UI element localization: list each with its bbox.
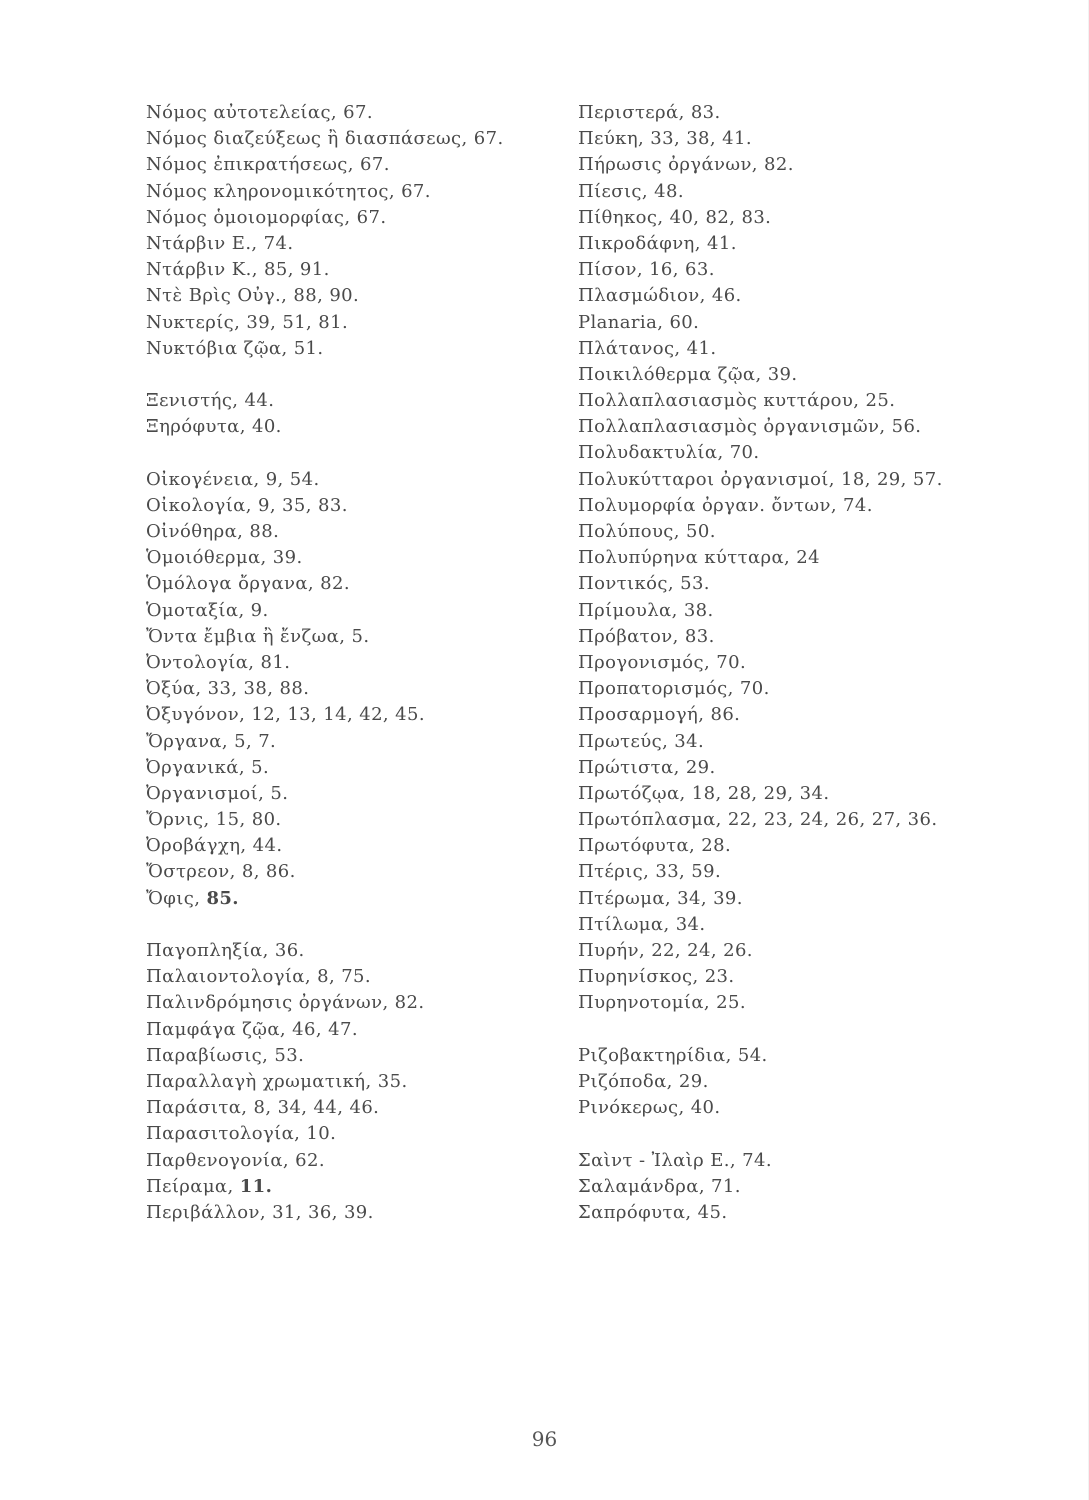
entry-text: Πρωτόπλασμα, 22, 23, 24, 26, 27, 36. (578, 809, 938, 831)
index-entry (578, 1174, 1038, 1200)
index-entry (146, 886, 566, 912)
index-entry (146, 336, 566, 362)
index-entry (578, 676, 1038, 702)
entry-text: Προγονισμός, 70. (578, 651, 747, 673)
index-entry (578, 729, 1038, 755)
index-entry (578, 571, 1038, 597)
index-entry (146, 624, 566, 650)
entry-text: Πολυκύτταροι ὀργανισμοί, 18, 29, 57. (578, 468, 943, 490)
entry-text: Νυκτόβια ζῷα, 51. (146, 337, 324, 359)
index-entry (146, 729, 566, 755)
index-entry (146, 938, 566, 964)
index-entry (146, 1069, 566, 1095)
index-entry (146, 1017, 566, 1043)
index-entry (578, 833, 1038, 859)
index-entry (146, 990, 566, 1016)
index-entry (578, 493, 1038, 519)
index-entry (578, 440, 1038, 466)
index-entry (578, 126, 1038, 152)
index-entry (146, 414, 566, 440)
index-entry (578, 205, 1038, 231)
entry-text: Νυκτερίς, 39, 51, 81. (146, 311, 349, 333)
index-entry (578, 519, 1038, 545)
index-entry (146, 152, 566, 178)
index-entry (578, 310, 1038, 336)
entry-text: Πικροδάφνη, 41. (578, 232, 737, 254)
entry-text: Πεύκη, 33, 38, 41. (578, 128, 752, 150)
index-entry (146, 598, 566, 624)
entry-text: Πρώτιστα, 29. (578, 756, 716, 778)
index-entry (578, 545, 1038, 571)
entry-text: Νόμος αὐτοτελείας, 67. (146, 102, 373, 123)
entry-text: Ριζοβακτηρίδια, 54. (578, 1044, 768, 1066)
entry-text: Ρινόκερως, 40. (578, 1097, 721, 1119)
entry-text: Ὀροβάγχη, 44. (146, 835, 283, 857)
index-entry (578, 755, 1038, 781)
index-entry (578, 912, 1038, 938)
entry-text: Παρασιτολογία, 10. (146, 1123, 337, 1145)
entry-page-ref: 85. (206, 887, 239, 909)
entry-text: Περιβάλλον, 31, 36, 39. (146, 1201, 374, 1223)
index-entry (146, 100, 566, 126)
index-entry (578, 859, 1038, 885)
entry-text: Ντὲ Βρὶς Οὐγ., 88, 90. (146, 285, 360, 307)
entry-text: Ντάρβιν Κ., 85, 91. (146, 259, 330, 281)
index-entry (578, 336, 1038, 362)
entry-text: Πρωτόφυτα, 28. (578, 835, 732, 857)
section-gap (578, 1121, 1038, 1147)
entry-text: Παλινδρόμησις ὀργάνων, 82. (146, 992, 425, 1014)
entry-text: Πυρήν, 22, 24, 26. (578, 940, 753, 961)
entry-text: Οἰκολογία, 9, 35, 83. (146, 494, 348, 516)
entry-text: Planaria, 60. (578, 311, 700, 333)
index-entry (578, 1095, 1038, 1121)
entry-text: Πείραμα, (146, 1175, 240, 1197)
index-entry (578, 1043, 1038, 1069)
entry-text: Πολυμορφία ὀργαν. ὄντων, 74. (578, 494, 873, 516)
index-entry (146, 1121, 566, 1147)
entry-text: Ὄργανα, 5, 7. (146, 730, 277, 752)
index-entry (578, 781, 1038, 807)
entry-text: Ὀξυγόνον, 12, 13, 14, 42, 45. (146, 704, 425, 726)
index-entry (146, 859, 566, 885)
entry-text: Πίεσις, 48. (578, 180, 684, 202)
index-entry (578, 231, 1038, 257)
entry-text: Ὁμοταξία, 9. (146, 599, 269, 621)
index-entry (146, 1174, 566, 1200)
entry-text: Ὄφις, (146, 887, 207, 909)
entry-text: Πυρηνοτομία, 25. (578, 992, 746, 1014)
entry-text: Νόμος διαζεύξεως ἢ διασπάσεως, 67. (146, 128, 504, 150)
entry-text: Ξενιστής, 44. (146, 390, 275, 412)
section-gap (146, 362, 566, 388)
index-column-right (578, 100, 1038, 1226)
entry-text: Ὄντα ἔμβια ἢ ἔνζωα, 5. (146, 625, 370, 647)
entry-text: Πολλαπλασιασμὸς ὀργανισμῶν, 56. (578, 416, 922, 438)
entry-text: Πτέρωμα, 34, 39. (578, 887, 743, 909)
index-entry (146, 833, 566, 859)
index-entry (578, 257, 1038, 283)
entry-text: Πολύπους, 50. (578, 521, 716, 542)
index-entry (146, 205, 566, 231)
index-entry (146, 467, 566, 493)
entry-text: Πρωτόζῳα, 18, 28, 29, 34. (578, 782, 830, 804)
entry-text: Ποικιλόθερμα ζῷα, 39. (578, 363, 798, 385)
entry-text: Προσαρμογή, 86. (578, 704, 741, 726)
entry-text: Πλάτανος, 41. (578, 337, 717, 359)
entry-text: Παγοπληξία, 36. (146, 940, 305, 961)
index-entry (578, 100, 1038, 126)
entry-text: Νόμος ἐπικρατήσεως, 67. (146, 154, 390, 176)
entry-text: Ντάρβιν Ε., 74. (146, 232, 294, 254)
entry-text: Παρθενογονία, 62. (146, 1149, 325, 1171)
index-entry (146, 126, 566, 152)
index-entry (146, 1148, 566, 1174)
entry-text: Πολλαπλασιασμὸς κυττάρου, 25. (578, 390, 896, 412)
index-entry (146, 310, 566, 336)
entry-text: Πολυδακτυλία, 70. (578, 442, 760, 464)
index-entry (146, 676, 566, 702)
entry-text: Σαπρόφυτα, 45. (578, 1201, 728, 1223)
index-entry (578, 1069, 1038, 1095)
entry-text: Πίθηκος, 40, 82, 83. (578, 206, 772, 228)
entry-text: Πυρηνίσκος, 23. (578, 966, 735, 988)
entry-text: Ὄστρεον, 8, 86. (146, 861, 296, 883)
entry-text: Παλαιοντολογία, 8, 75. (146, 966, 372, 988)
section-gap (146, 440, 566, 466)
index-entry (146, 807, 566, 833)
entry-text: Ριζόποδα, 29. (578, 1070, 709, 1092)
index-entry (578, 938, 1038, 964)
entry-text: Πρίμουλα, 38. (578, 599, 714, 621)
entry-text: Οἰνόθηρα, 88. (146, 521, 280, 542)
index-entry (578, 414, 1038, 440)
index-entry (578, 650, 1038, 676)
index-entry (146, 755, 566, 781)
index-entry (146, 231, 566, 257)
index-entry (146, 571, 566, 597)
index-entry (578, 283, 1038, 309)
entry-text: Πρωτεύς, 34. (578, 730, 705, 752)
index-entry (146, 650, 566, 676)
index-entry (578, 807, 1038, 833)
index-entry (146, 1095, 566, 1121)
index-entry (146, 493, 566, 519)
section-gap (146, 912, 566, 938)
index-entry (578, 388, 1038, 414)
entry-text: Νόμος κληρονομικότητος, 67. (146, 180, 431, 202)
index-column-left (146, 100, 566, 1226)
index-entry (578, 990, 1038, 1016)
entry-text: Πτέρις, 33, 59. (578, 861, 722, 883)
entry-text: Πολυπύρηνα κύτταρα, 24 (578, 547, 820, 569)
entry-text: Ὁμόλογα ὄργανα, 82. (146, 573, 350, 595)
entry-text: Ὁμοιόθερμα, 39. (146, 547, 303, 569)
entry-text: Παμφάγα ζῷα, 46, 47. (146, 1018, 358, 1040)
entry-text: Προπατορισμός, 70. (578, 678, 770, 700)
index-entry (578, 152, 1038, 178)
entry-text: Πρόβατον, 83. (578, 625, 715, 647)
entry-text: Σαὶντ - Ἰλαὶρ Ε., 74. (578, 1149, 772, 1171)
entry-text: Ποντικός, 53. (578, 573, 710, 595)
entry-text: Περιστερά, 83. (578, 102, 721, 123)
index-entry (578, 702, 1038, 728)
index-entry (578, 624, 1038, 650)
entry-text: Πτίλωμα, 34. (578, 913, 706, 935)
index-entry (578, 598, 1038, 624)
index-entry (578, 886, 1038, 912)
index-entry (146, 283, 566, 309)
index-entry (578, 179, 1038, 205)
index-entry (146, 702, 566, 728)
index-entry (578, 964, 1038, 990)
index-entry (146, 388, 566, 414)
index-entry (146, 781, 566, 807)
index-entry (578, 1200, 1038, 1226)
index-entry (146, 519, 566, 545)
entry-text: Σαλαμάνδρα, 71. (578, 1175, 741, 1197)
index-entry (578, 1148, 1038, 1174)
index-entry (146, 545, 566, 571)
entry-text: Ὀργανικά, 5. (146, 756, 270, 778)
page-number: 96 (531, 1427, 558, 1451)
entry-text: Ξηρόφυτα, 40. (146, 416, 282, 438)
entry-text: Ὀξύα, 33, 38, 88. (146, 678, 310, 700)
entry-text: Ὀργανισμοί, 5. (146, 782, 289, 804)
index-entry (146, 964, 566, 990)
index-entry (146, 1043, 566, 1069)
entry-text: Παραβίωσις, 53. (146, 1044, 305, 1066)
entry-text: Πήρωσις ὀργάνων, 82. (578, 154, 794, 176)
entry-text: Παράσιτα, 8, 34, 44, 46. (146, 1097, 380, 1119)
section-gap (578, 1017, 1038, 1043)
index-entry (578, 362, 1038, 388)
index-entry (578, 467, 1038, 493)
entry-text: Πλασμώδιον, 46. (578, 285, 742, 307)
entry-text: Ὀντολογία, 81. (146, 651, 291, 673)
entry-page-ref: 11. (239, 1175, 273, 1197)
entry-text: Ὄρνις, 15, 80. (146, 809, 282, 831)
index-entry (146, 179, 566, 205)
index-entry (146, 1200, 566, 1226)
index-entry (146, 257, 566, 283)
entry-text: Οἰκογένεια, 9, 54. (146, 468, 320, 490)
entry-text: Παραλλαγὴ χρωματική, 35. (146, 1070, 408, 1092)
entry-text: Πίσον, 16, 63. (578, 259, 715, 281)
entry-text: Νόμος ὁμοιομορφίας, 67. (146, 206, 387, 228)
